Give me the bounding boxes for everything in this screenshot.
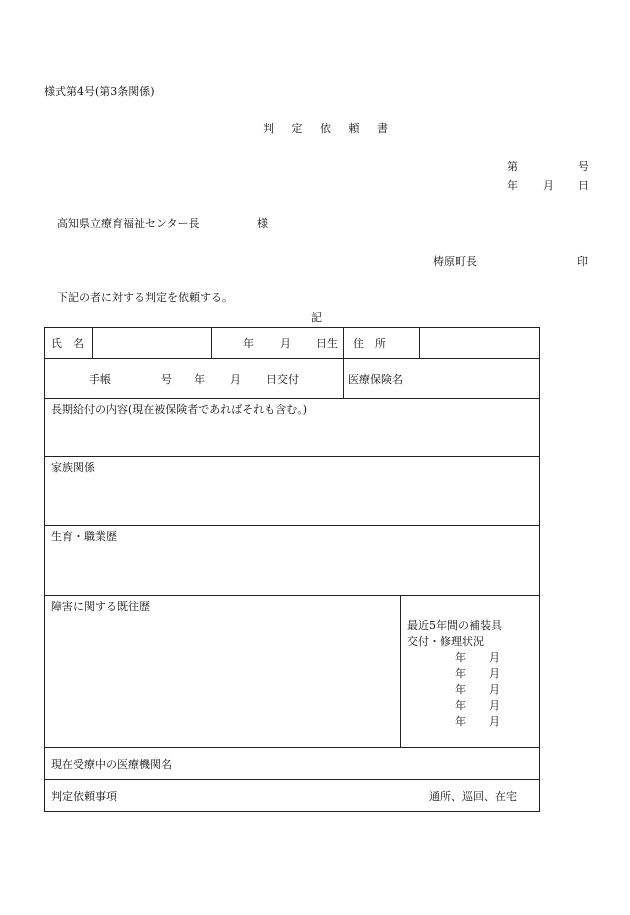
device-month: 月: [489, 650, 500, 664]
benefit-cell[interactable]: [45, 399, 540, 457]
medical-institution-cell[interactable]: [45, 748, 540, 780]
devices-cell[interactable]: [401, 596, 540, 748]
insurance-cell[interactable]: [344, 359, 540, 399]
date-year: 年: [507, 179, 518, 192]
devices-label-1: 最近5年間の補装具: [407, 619, 502, 632]
insurance-label: 医療保険名: [348, 373, 403, 386]
request-form-table: [44, 327, 540, 812]
devices-label-2: 交付・修理状況: [407, 635, 484, 648]
name-label-cell: [45, 328, 93, 359]
page-title: 判 定 依 頼 書: [263, 122, 395, 135]
sender-name: 梼原町長: [433, 255, 477, 268]
techo-label: 手帳: [89, 373, 111, 386]
issue-year-label: 年: [194, 373, 205, 386]
disability-history-cell[interactable]: [45, 596, 401, 748]
benefit-label: 長期給付の内容(現在被保険者であればそれも含む。): [51, 403, 308, 416]
address-value-cell[interactable]: [420, 328, 540, 359]
address-label-cell: [344, 328, 420, 359]
seal-mark: 印: [577, 255, 588, 268]
name-value-cell[interactable]: [93, 328, 212, 359]
address-label: 住 所: [353, 337, 386, 350]
birth-day-label: 日生: [316, 337, 338, 350]
issue-month-label: 月: [230, 373, 241, 386]
device-date-row: [455, 698, 500, 714]
intro-text: 下記の者に対する判定を依頼する。: [57, 291, 233, 304]
number-suffix: 号: [578, 160, 589, 173]
techo-number-label: 号: [161, 373, 172, 386]
device-year: 年: [455, 650, 466, 664]
medical-label: 現在受療中の医療機関名: [51, 758, 172, 771]
request-label: 判定依頼事項: [51, 790, 117, 803]
device-date-row: [455, 666, 500, 682]
family-label: 家族関係: [51, 461, 95, 474]
family-cell[interactable]: [45, 457, 540, 526]
device-date-row: [455, 682, 500, 698]
name-label: 氏 名: [51, 337, 84, 350]
device-year: 年: [455, 714, 466, 728]
device-month: 月: [489, 714, 500, 728]
device-year: 年: [455, 666, 466, 680]
issue-day-label: 日交付: [266, 373, 299, 386]
date-day: 日: [578, 179, 589, 192]
form-number: 様式第4号(第3条関係): [44, 85, 155, 98]
addressee-name: 高知県立療育福祉センター長: [57, 217, 200, 230]
device-date-row: [455, 714, 500, 730]
number-prefix: 第: [507, 160, 518, 173]
device-year: 年: [455, 698, 466, 712]
device-month: 月: [489, 698, 500, 712]
birth-year-label: 年: [243, 337, 254, 350]
disability-label: 障害に関する既往歴: [51, 600, 150, 613]
addressee-honorific: 様: [257, 217, 268, 230]
device-month: 月: [489, 682, 500, 696]
history-label: 生育・職業歴: [51, 530, 117, 543]
techo-cell[interactable]: [45, 359, 344, 399]
birthdate-cell[interactable]: [212, 328, 344, 359]
birth-month-label: 月: [280, 337, 291, 350]
device-month: 月: [489, 666, 500, 680]
devices-block: [407, 618, 502, 730]
date-month: 月: [543, 179, 554, 192]
history-cell[interactable]: [45, 526, 540, 596]
request-options: 通所、巡回、在宅: [429, 790, 517, 803]
request-items-cell[interactable]: [45, 780, 540, 812]
device-year: 年: [455, 682, 466, 696]
device-date-row: [455, 650, 500, 666]
device-date-list: [407, 650, 502, 730]
ki-mark: 記: [311, 311, 322, 324]
